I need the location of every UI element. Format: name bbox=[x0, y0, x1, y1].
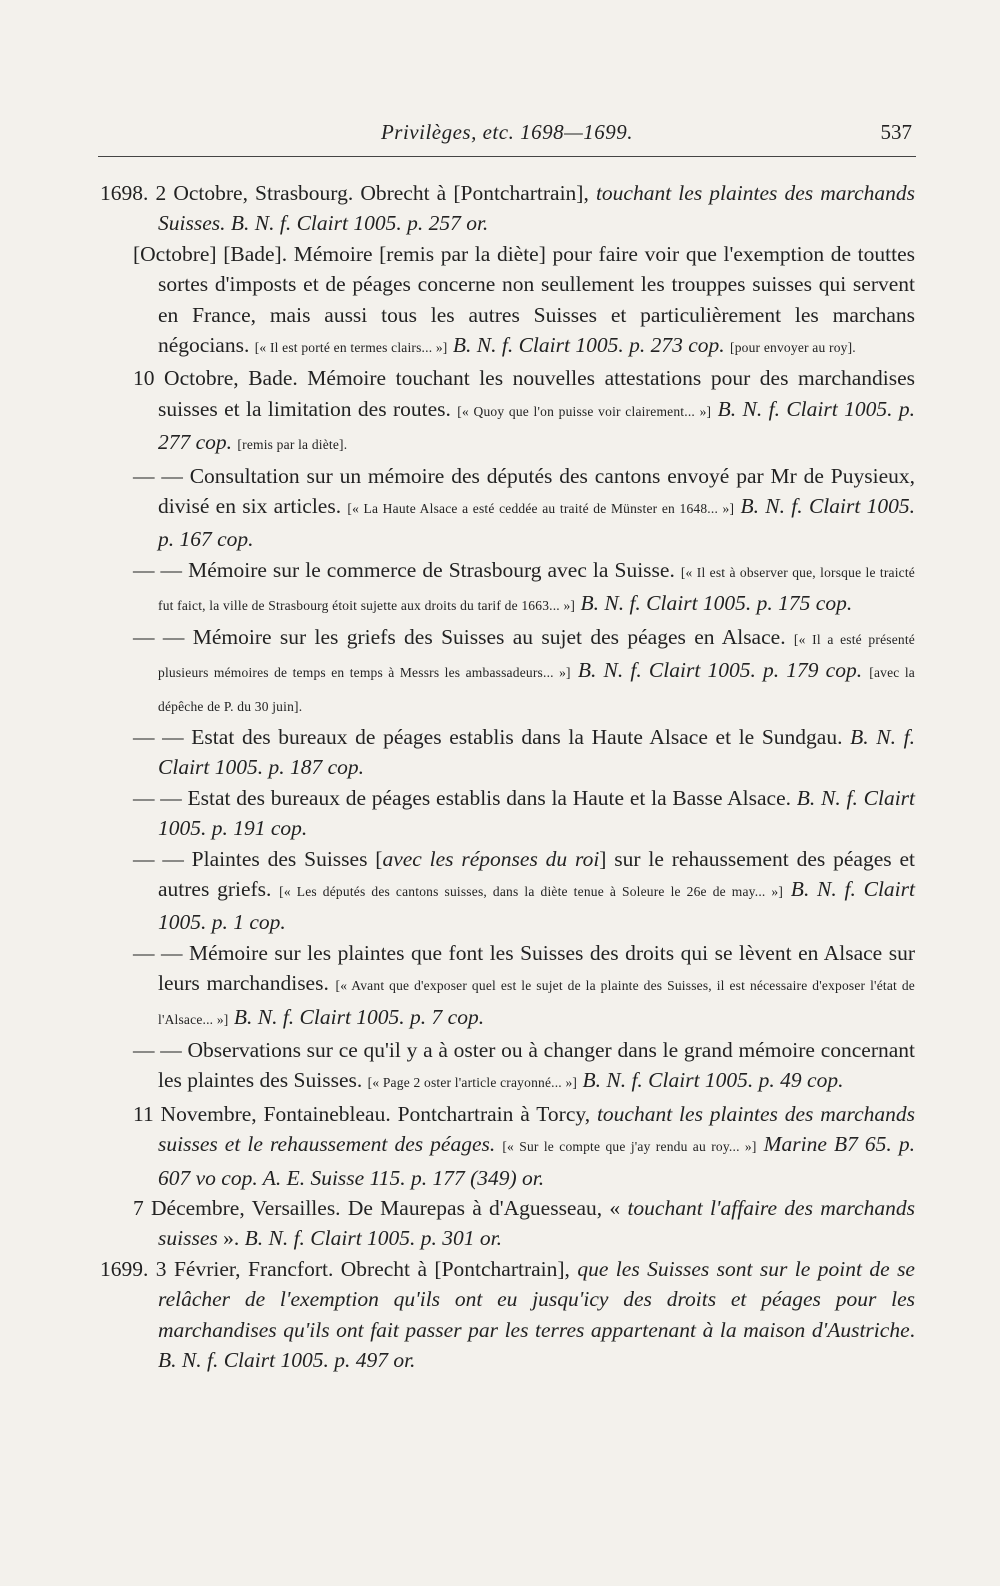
entry-note: [remis par la diète]. bbox=[237, 437, 348, 453]
entry-text: Estat des bureaux de péages establis dans la Haute Alsace et le Sundgau. bbox=[183, 724, 851, 749]
entry-text-continued: ». bbox=[217, 1226, 245, 1251]
entry-italic: touchant les plaintes des marchands suisses et le rehaussement des péages. bbox=[158, 1101, 916, 1157]
entry-observations bbox=[100, 1035, 915, 1099]
entry-estat-basse-alsace bbox=[100, 783, 915, 844]
entry-quote: [« Quoy que l'on puisse voir clairement... »] bbox=[457, 403, 712, 419]
entry-italic: touchant l'affaire des marchands suisses bbox=[158, 1196, 915, 1251]
entry-note: [pour envoyer au roy]. bbox=[730, 340, 856, 356]
entry-consultation bbox=[100, 461, 915, 555]
entry-text: Estat des bureaux de péages establis dans la Haute et la Basse Alsace. bbox=[181, 785, 797, 810]
entry-1698-10-10 bbox=[100, 363, 915, 460]
entry-commerce-strasbourg bbox=[100, 555, 915, 622]
entry-text: Mémoire [remis par la diète] pour faire voir que l'exemption de touttes sortes d'imposts et de péages concerne non seullement les trouppes suisses qui servent en France, mais aussi tous les autres Suisses et particulièrement les marchans négocians. bbox=[158, 241, 915, 358]
entry-date: 1699. 3 Février, Francfort. bbox=[100, 1256, 334, 1281]
entry-text-continued: . bbox=[909, 1317, 915, 1342]
entry-date: 11 Novembre, Fontainebleau. bbox=[133, 1101, 391, 1126]
page-number: 537 bbox=[880, 120, 912, 144]
entry-quote: [« Avant que d'exposer quel est le sujet de la plainte des Suisses, il est nécessaire d'exposer l'état de l'Alsace... »] bbox=[158, 978, 915, 1027]
entry-text: Pontchartrain à Torcy, bbox=[390, 1101, 597, 1126]
page-header bbox=[98, 120, 916, 157]
entry-text: Obrecht à [Pontchartrain], bbox=[353, 181, 596, 205]
entry-estat-haute-alsace bbox=[100, 722, 915, 783]
entry-text: De Maurepas à d'Aguesseau, « bbox=[340, 1196, 628, 1220]
entry-reference: B. N. f. Clairt 1005. p. 175 cop. bbox=[575, 591, 853, 616]
entry-dash: — — bbox=[133, 463, 183, 488]
entry-reference: B. N. f. Clairt 1005. p. 49 cop. bbox=[577, 1068, 844, 1093]
entry-dash: — — bbox=[133, 785, 182, 810]
entry-reference: B. N. f. Clairt 1005. p. 179 cop. bbox=[570, 658, 870, 683]
entry-text: Mémoire sur le commerce de Strasbourg avec la Suisse. bbox=[182, 557, 681, 582]
entry-text: Plaintes des Suisses [ bbox=[183, 846, 383, 871]
entry-text-continued: ] sur le rehaussement des péages et autres griefs. bbox=[158, 846, 915, 901]
entry-text: Mémoire sur les plaintes que font les Suisses des droits qui se lèvent en Alsace sur leurs marchandises. bbox=[158, 940, 916, 996]
entry-quote: [« Il a esté présenté plusieurs mémoires de temps en temps à Messrs les ambassadeurs... »] bbox=[158, 631, 915, 681]
entry-plaintes-suisses bbox=[100, 844, 915, 938]
entry-reference: B. N. f. Clairt 1005. p. 1 cop. bbox=[158, 876, 915, 935]
entry-reference: B. N. f. Clairt 1005. p. 277 cop. bbox=[158, 396, 915, 455]
entry-dash: — — bbox=[133, 940, 183, 965]
entry-memoire-plaintes bbox=[100, 938, 915, 1035]
entry-text: Observations sur ce qu'il y a à oster ou à changer dans le grand mémoire concernant les plaintes des Suisses. bbox=[158, 1037, 915, 1093]
entry-dash: — — bbox=[133, 557, 183, 582]
entry-1699-02-03 bbox=[100, 1254, 915, 1376]
entry-reference: B. N. f. Clairt 1005. p. 187 cop. bbox=[158, 724, 916, 780]
entry-1698-10-02 bbox=[100, 178, 915, 239]
entry-text: Obrecht à [Pontchartrain], bbox=[333, 1256, 578, 1281]
entry-octobre-bade bbox=[100, 239, 915, 364]
entry-date: [Octobre] [Bade]. bbox=[133, 241, 288, 266]
entry-date: 7 Décembre, Versailles. bbox=[133, 1196, 341, 1220]
entry-italic: avec les réponses du roi bbox=[382, 846, 600, 871]
document-body bbox=[100, 178, 915, 1375]
entry-note: [avec la dépêche de P. du 30 juin]. bbox=[158, 665, 915, 714]
entry-italic: que les Suisses sont sur le point de se relâcher de l'exemption qu'ils ont eu jusqu'icy des droits et péages pour les marchandises qu'ils ont fait passer par les terres appartenant à la maison d'Austriche bbox=[158, 1256, 915, 1342]
entry-quote: [« Les députés des cantons suisses, dans la diète tenue à Soleure le 26e de may... »] bbox=[279, 883, 784, 899]
entry-quote: [« Sur le compte que j'ay rendu au roy... »] bbox=[502, 1139, 757, 1155]
entry-dash: — — bbox=[133, 624, 185, 649]
entry-text: Consultation sur un mémoire des députés des cantons envoyé par Mr de Puysieux, divisé en six articles. bbox=[158, 463, 915, 519]
entry-1698-11-11 bbox=[100, 1099, 915, 1193]
entry-quote: [« Il est porté en termes clairs... »] bbox=[254, 340, 448, 356]
entry-reference: B. N. f. Clairt 1005. p. 167 cop. bbox=[158, 494, 915, 552]
entry-reference: B. N. f. Clairt 1005. p. 273 cop. bbox=[447, 333, 731, 358]
entry-reference: B. N. f. Clairt 1005. p. 191 cop. bbox=[158, 785, 916, 841]
entry-dash: — — bbox=[133, 846, 184, 871]
entry-reference: Marine B7 65. p. 607 vo cop. A. E. Suisse 115. p. 177 (349) or. bbox=[158, 1132, 915, 1190]
entry-text: Mémoire sur les griefs des Suisses au sujet des péages en Alsace. bbox=[184, 624, 794, 649]
entry-griefs-suisses bbox=[100, 622, 915, 722]
entry-quote: [« La Haute Alsace a esté ceddée au traité de Münster en 1648... »] bbox=[347, 501, 735, 517]
entry-quote: [« Page 2 oster l'article crayonné... »] bbox=[367, 1075, 578, 1091]
entry-date: 10 Octobre, Bade. bbox=[133, 366, 298, 391]
entry-text: Mémoire touchant les nouvelles attestations pour des marchandises suisses et la limitation des routes. bbox=[158, 366, 915, 421]
entry-dash: — — bbox=[133, 1037, 182, 1062]
entry-reference: B. N. f. Clairt 1005. p. 497 or. bbox=[158, 1348, 416, 1373]
entry-1698-12-07 bbox=[100, 1193, 915, 1254]
entry-dash: — — bbox=[133, 724, 184, 749]
entry-reference: B. N. f. Clairt 1005. p. 301 or. bbox=[244, 1226, 503, 1251]
entry-quote: [« Il est à observer que, lorsque le traicté fut faict, la ville de Strasbourg étoit sujette aux droits du tarif de 1663... »] bbox=[158, 564, 916, 614]
entry-date: 1698. 2 Octobre, Strasbourg. bbox=[100, 181, 354, 205]
running-title: Privilèges, etc. 1698—1699. bbox=[380, 120, 634, 144]
entry-italic: touchant les plaintes des marchands Suisses. B. N. f. Clairt 1005. p. 257 or. bbox=[158, 181, 915, 236]
entry-reference: B. N. f. Clairt 1005. p. 7 cop. bbox=[228, 1004, 485, 1029]
